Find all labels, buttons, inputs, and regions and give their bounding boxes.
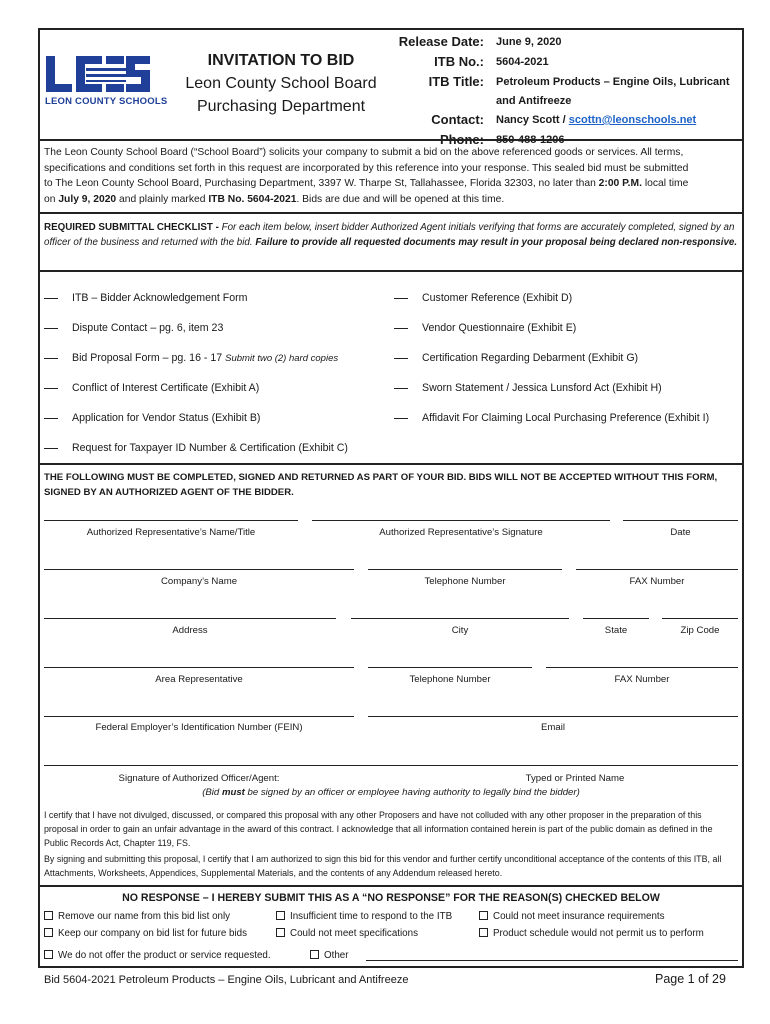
option-label: Other <box>324 950 349 961</box>
intro-divider <box>40 212 742 214</box>
area-rep-label: Area Representative <box>155 674 243 685</box>
checkbox[interactable] <box>44 928 53 937</box>
checklist-item-label: Affidavit For Claiming Local Purchasing Preference (Exhibit I) <box>422 412 710 424</box>
checklist-item-local-preference <box>394 412 709 424</box>
checkbox[interactable] <box>276 928 285 937</box>
itb-title-value-line1: Petroleum Products – Engine Oils, Lubricant <box>496 76 730 88</box>
checkbox[interactable] <box>276 911 285 920</box>
bid-note-end: be signed by an officer or employee having authority to legally bind the bidder) <box>244 787 580 798</box>
intro-line-3 <box>44 176 738 192</box>
option-insufficient-time[interactable] <box>276 911 452 922</box>
checkbox[interactable] <box>44 911 53 920</box>
checkbox[interactable] <box>479 911 488 920</box>
option-label: Remove our name from this bid list only <box>58 911 231 922</box>
page-subtitle-board: Leon County School Board <box>185 75 377 92</box>
checklist-item-conflict-interest <box>44 382 259 394</box>
checklist-item-vendor-questionnaire <box>394 322 576 334</box>
contact-name: Nancy Scott / <box>496 114 569 126</box>
initials-line[interactable] <box>394 388 408 389</box>
checklist-item-label: Sworn Statement / Jessica Lunsford Act (Exhibit H) <box>422 382 662 394</box>
city-line[interactable] <box>351 618 569 619</box>
checklist-item-label: Conflict of Interest Certificate (Exhibit A) <box>72 382 260 394</box>
zip-label: Zip Code <box>680 625 720 636</box>
initials-line[interactable] <box>394 298 408 299</box>
checklist-item-label: Bid Proposal Form – pg. 16 - 17 <box>72 352 226 364</box>
meta-values <box>496 32 736 150</box>
page-subtitle-dept: Purchasing Department <box>196 98 366 115</box>
itb-title-label: ITB Title: <box>428 74 484 89</box>
intro-line-4-text: on <box>44 193 59 205</box>
contact-email-link[interactable]: scottn@leonschools.net <box>568 114 697 126</box>
initials-line[interactable] <box>44 418 58 419</box>
option-label: Insufficient time to respond to the ITB <box>290 911 453 922</box>
option-remove-name[interactable] <box>44 911 230 922</box>
form-heading: THE FOLLOWING MUST BE COMPLETED, SIGNED AND RETURNED AS PART OF YOUR BID. BIDS WILL NOT BE ACCEPTED WITHOUT THIS FORM, SIGNED BY AN AUTHORIZED AGENT OF THE BIDDER. <box>44 472 718 498</box>
initials-line[interactable] <box>394 328 408 329</box>
meta-labels <box>390 32 484 150</box>
checkbox[interactable] <box>479 928 488 937</box>
option-label: We do not offer the product or service requested. <box>58 950 271 961</box>
rep-name-line[interactable] <box>44 520 298 521</box>
city-label: City <box>451 625 469 636</box>
bid-note-start: (Bid <box>202 787 222 798</box>
release-date-value: June 9, 2020 <box>496 36 562 48</box>
option-insurance[interactable] <box>479 911 665 922</box>
intro-line-4-mid: and plainly marked <box>116 193 209 205</box>
initials-line[interactable] <box>394 418 408 419</box>
footer-page-number: Page 1 of 29 <box>655 972 726 986</box>
checklist-warning: Failure to provide all requested documents may result in your proposal being declared non-responsive. <box>255 237 738 248</box>
checklist-item-bid-proposal <box>44 352 338 364</box>
officer-signature-line[interactable] <box>44 765 738 766</box>
fax-label: FAX Number <box>629 576 685 587</box>
fein-label: Federal Employer’s Identification Number (FEIN) <box>95 722 303 733</box>
intro-line-1: The Leon County School Board (“School Board”) solicits your company to submit a bid on the above referenced goods or services. All terms, <box>44 147 684 158</box>
intro-line-4 <box>44 192 738 208</box>
rep-name-label: Authorized Representative’s Name/Title <box>86 527 256 538</box>
initials-line[interactable] <box>44 298 58 299</box>
checkbox[interactable] <box>44 950 53 959</box>
no-response-divider <box>40 885 742 887</box>
fax-2-label: FAX Number <box>614 674 670 685</box>
phone-label: Phone: <box>439 132 484 147</box>
area-rep-line[interactable] <box>44 667 354 668</box>
deadline-date: July 9, 2020 <box>58 193 117 205</box>
checklist-item-debarment <box>394 352 638 364</box>
rep-signature-line[interactable] <box>312 520 610 521</box>
itb-title-value-line2: and Antifreeze <box>496 95 572 107</box>
address-line[interactable] <box>44 618 336 619</box>
date-line[interactable] <box>623 520 738 521</box>
checklist-item-customer-reference <box>394 292 572 304</box>
deadline-time: 2:00 P.M. <box>598 178 642 189</box>
initials-line[interactable] <box>44 328 58 329</box>
contact-label: Contact: <box>431 112 484 127</box>
checklist-item-taxpayer-id <box>44 442 348 454</box>
telephone-label: Telephone Number <box>424 576 506 587</box>
checklist-item-label: ITB – Bidder Acknowledgement Form <box>72 292 248 304</box>
itb-no-label: ITB No.: <box>434 54 484 69</box>
checklist-item-label: Request for Taxpayer ID Number & Certification (Exhibit C) <box>72 442 348 454</box>
intro-line-4-end: . Bids are due and will be opened at this time. <box>296 193 505 205</box>
fax-line[interactable] <box>576 569 738 570</box>
certification-paragraph-1: I certify that I have not divulged, discussed, or compared this proposal with any other Proposers and have not colluded with any other proposer in the preparation of this proposal in order to gain an unfair advantage in the award of this contract. I acknowledge that all information contained herein is part of the public domain as defined in the Public Records Act, Chapter 119, FS. <box>44 810 713 848</box>
fax-2-line[interactable] <box>546 667 738 668</box>
option-label: Could not meet specifications <box>290 928 418 939</box>
state-label: State <box>604 625 628 636</box>
email-line[interactable] <box>368 716 738 717</box>
checklist-item-label: Dispute Contact – pg. 6, item 23 <box>72 322 224 334</box>
option-keep-company[interactable] <box>44 928 247 939</box>
release-date-label: Release Date: <box>398 34 484 49</box>
footer-document-title: Bid 5604-2021 Petroleum Products – Engine Oils, Lubricant and Antifreeze <box>44 974 409 986</box>
itb-no-value: 5604-2021 <box>496 56 549 68</box>
option-specifications[interactable] <box>276 928 418 939</box>
contact-value <box>496 110 736 130</box>
company-name-label: Company’s Name <box>160 576 238 587</box>
date-label: Date <box>670 527 691 538</box>
certification-paragraph-2: By signing and submitting this proposal, I certify that I am authorized to sign this bid for this vendor and further certify unconditional acceptance of the contents of this ITB, all Attachments, Worksheets, Appendices, Supplemental Materials, and the contents of any Addendum released hereto. <box>44 854 722 878</box>
typed-name-label: Typed or Printed Name <box>525 773 625 784</box>
option-label: Product schedule would not permit us to perform <box>493 928 704 939</box>
header-divider <box>40 139 742 141</box>
address-label: Address <box>172 625 208 636</box>
officer-signature-label: Signature of Authorized Officer/Agent: <box>118 773 280 784</box>
checklist-item-bidder-ack <box>44 292 247 304</box>
telephone-2-line[interactable] <box>368 667 532 668</box>
intro-line-2: specifications and conditions set forth in this request are incorporated by this reference into your response. This sealed bid must be submitted <box>44 162 689 174</box>
page-title: INVITATION TO BID <box>207 52 355 69</box>
checklist-bottom-divider <box>40 463 742 465</box>
checklist-item-note: Submit two (2) hard copies <box>225 353 339 364</box>
title-block <box>170 50 392 118</box>
intro-line-3-end: local time <box>641 178 689 189</box>
fein-line[interactable] <box>44 716 354 717</box>
rep-signature-label: Authorized Representative’s Signature <box>379 527 543 538</box>
checklist-instructions: For each item below, insert bidder Authorized Agent initials verifying that forms are accurately completed, signed by an officer of the business and returned with the bid. <box>44 222 735 248</box>
initials-line[interactable] <box>44 358 58 359</box>
checklist-item-sworn-statement <box>394 382 662 394</box>
checklist-item-dispute-contact <box>44 322 223 334</box>
checkbox[interactable] <box>310 950 319 959</box>
intro-line-3-text: to The Leon County School Board, Purchasing Department, 3397 W. Tharpe St, Tallahassee, Florida 32303, no later than <box>44 178 599 189</box>
zip-line[interactable] <box>662 618 738 619</box>
initials-line[interactable] <box>44 448 58 449</box>
phone-value: 850-488-1206 <box>496 134 565 146</box>
checklist-item-vendor-status <box>44 412 260 424</box>
checklist-item-label: Certification Regarding Debarment (Exhibit G) <box>422 352 639 364</box>
bid-signing-note <box>44 787 738 798</box>
initials-line[interactable] <box>394 358 408 359</box>
bid-note-must: must <box>221 787 245 798</box>
checklist-item-label: Vendor Questionnaire (Exhibit E) <box>422 322 577 334</box>
no-response-heading: NO RESPONSE – I HEREBY SUBMIT THIS AS A “NO RESPONSE” FOR THE REASON(S) CHECKED BELOW <box>122 892 660 904</box>
option-product-schedule[interactable] <box>479 928 704 939</box>
logo-text: LEON COUNTY SCHOOLS <box>45 96 168 107</box>
checklist-heading: REQUIRED SUBMITTAL CHECKLIST - <box>44 222 222 233</box>
telephone-line[interactable] <box>368 569 562 570</box>
itb-reference: ITB No. 5604-2021 <box>208 193 297 205</box>
checklist-intro <box>44 220 738 250</box>
option-other[interactable] <box>310 950 349 961</box>
state-line[interactable] <box>583 618 649 619</box>
telephone-2-label: Telephone Number <box>409 674 491 685</box>
option-label: Keep our company on bid list for future bids <box>58 928 247 939</box>
option-do-not-offer[interactable] <box>44 950 271 961</box>
other-reason-line[interactable] <box>366 960 738 961</box>
checklist-divider <box>40 270 742 272</box>
email-label: Email <box>541 722 565 733</box>
company-name-line[interactable] <box>44 569 354 570</box>
checklist-item-label: Application for Vendor Status (Exhibit B) <box>72 412 261 424</box>
intro-paragraph <box>44 145 738 207</box>
checklist-item-label: Customer Reference (Exhibit D) <box>422 292 573 304</box>
option-label: Could not meet insurance requirements <box>493 911 665 922</box>
initials-line[interactable] <box>44 388 58 389</box>
